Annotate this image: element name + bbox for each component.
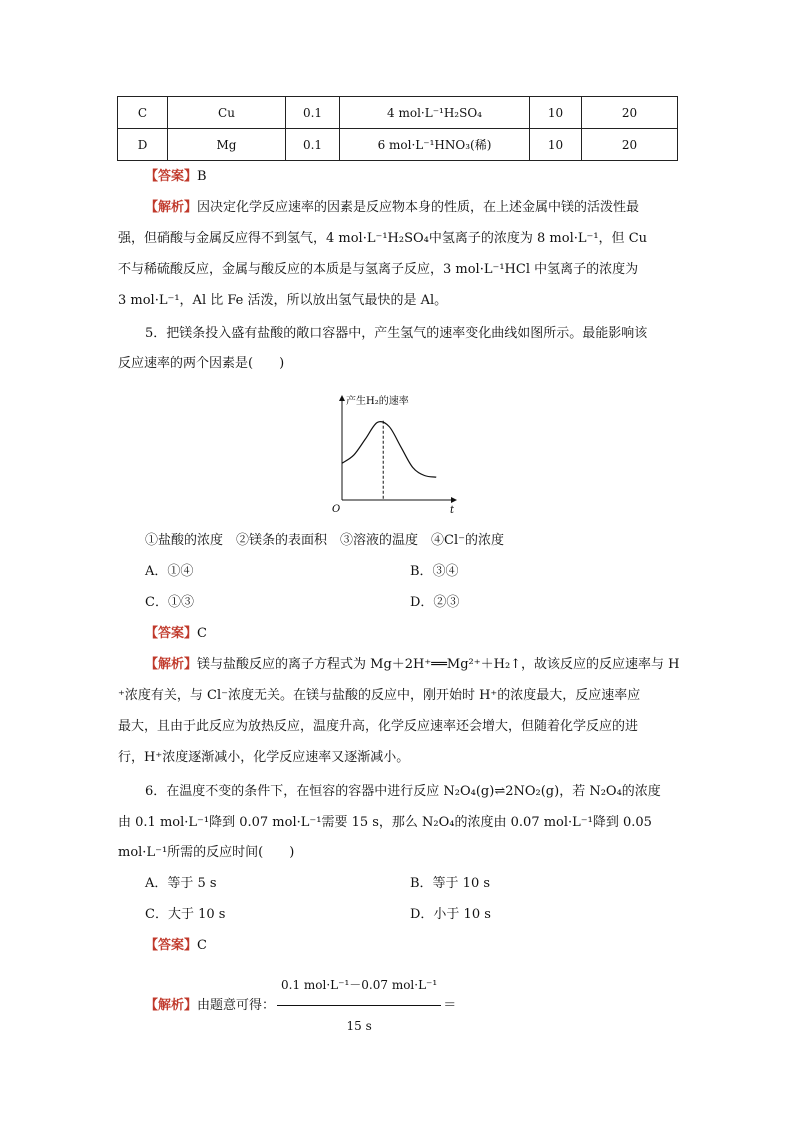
option-a: A．等于 5 s [145,876,217,891]
options-table [117,96,678,161]
analysis-equals: ＝ [443,998,457,1013]
origin-label: O [332,504,341,515]
table-cell: 6 mol·L⁻¹HNO₃(稀) [340,129,530,161]
table-row [118,97,678,129]
rate-curve-chart [330,392,460,522]
answer-value: C [197,938,207,953]
q6-options-row [145,905,685,925]
q6-answer [145,936,678,956]
q4-answer [145,167,678,187]
answer-value: B [197,169,207,184]
table-cell: 4 mol·L⁻¹H₂SO₄ [340,97,530,129]
q4-analysis-line [145,198,678,218]
table-cell: Cu [168,97,286,129]
table-cell: 10 [530,97,582,129]
fraction-numerator: 0.1 mol·L⁻¹－0.07 mol·L⁻¹ [277,967,441,1006]
option-c: C．大于 10 s [145,907,226,922]
q6-stem-line: mol·L⁻¹所需的反应时间( ) [118,845,295,860]
answer-value: C [197,626,207,641]
table-cell: C [118,97,168,129]
y-axis-label: 产生H₂的速率 [346,396,409,407]
q4-analysis-line: 3 mol·L⁻¹，Al 比 Fe 活泼，所以放出氢气最快的是 Al。 [118,293,448,308]
rate-curve-line [342,422,436,478]
table-cell: 20 [582,97,678,129]
q6-options-row [145,874,685,894]
analysis-text: 镁与盐酸反应的离子方程式为 Mg＋2H⁺══Mg²⁺＋H₂↑，故该反应的反应速率与 H [197,657,680,672]
option-c: C．①③ [145,595,194,610]
table-cell: 0.1 [286,97,340,129]
q6-stem-line: 由 0.1 mol·L⁻¹降到 0.07 mol·L⁻¹需要 15 s，那么 N₂O₄的浓度由 0.07 mol·L⁻¹降到 0.05 [118,815,652,830]
option-d: D．小于 10 s [410,907,491,922]
analysis-tag: 【解析】 [145,200,198,215]
option-a: A．①④ [145,564,194,579]
q5-answer [145,624,678,644]
table-cell: 0.1 [286,129,340,161]
option-b: B．等于 10 s [410,876,491,891]
q5-stem-line: 5．把镁条投入盛有盐酸的敞口容器中，产生氢气的速率变化曲线如图所示。最能影响该 [145,326,648,341]
q4-analysis-line: 不与稀硫酸反应，金属与酸反应的本质是与氢离子反应，3 mol·L⁻¹HCl 中氢离子的浓度为 [118,262,639,277]
fraction-denominator: 15 s [346,1019,372,1033]
q5-options-row [145,562,685,582]
q5-analysis-line: ⁺浓度有关，与 Cl⁻浓度无关。在镁与盐酸的反应中，刚开始时 H⁺的浓度最大，反应速率应 [118,688,641,703]
q5-analysis-line [145,655,678,675]
q5-analysis-line: 行，H⁺浓度逐渐减小，化学反应速率又逐渐减小。 [118,750,410,765]
analysis-text: 由题意可得： [197,998,276,1013]
table-cell: 20 [582,129,678,161]
x-axis-label: t [450,505,455,516]
table-cell: D [118,129,168,161]
q6-analysis-line [145,967,678,1044]
q5-factors: ①盐酸的浓度 ②镁条的表面积 ③溶液的温度 ④Cl⁻的浓度 [145,533,504,548]
rate-fraction [277,967,441,1044]
analysis-tag: 【解析】 [145,657,198,672]
q5-analysis-line: 最大，且由于此反应为放热反应，温度升高，化学反应速率还会增大，但随着化学反应的进 [118,719,639,734]
answer-tag: 【答案】 [145,938,198,953]
table-cell: 10 [530,129,582,161]
q5-options-row [145,593,685,613]
table-cell: Mg [168,129,286,161]
answer-tag: 【答案】 [145,169,198,184]
q4-analysis-line: 强，但硝酸与金属反应得不到氢气，4 mol·L⁻¹H₂SO₄中氢离子的浓度为 8 mol·L⁻¹，但 Cu [118,231,648,246]
analysis-tag: 【解析】 [145,998,198,1013]
option-d: D．②③ [410,595,460,610]
q5-stem-line: 反应速率的两个因素是( ) [118,356,285,371]
q6-stem-line: 6．在温度不变的条件下，在恒容的容器中进行反应 N₂O₄(g)⇌2NO₂(g)，若 N₂O₄的浓度 [145,784,661,799]
answer-tag: 【答案】 [145,626,198,641]
table-row [118,129,678,161]
analysis-text: 因决定化学反应速率的因素是反应物本身的性质，在上述金属中镁的活泼性最 [197,200,640,215]
option-b: B．③④ [410,564,459,579]
